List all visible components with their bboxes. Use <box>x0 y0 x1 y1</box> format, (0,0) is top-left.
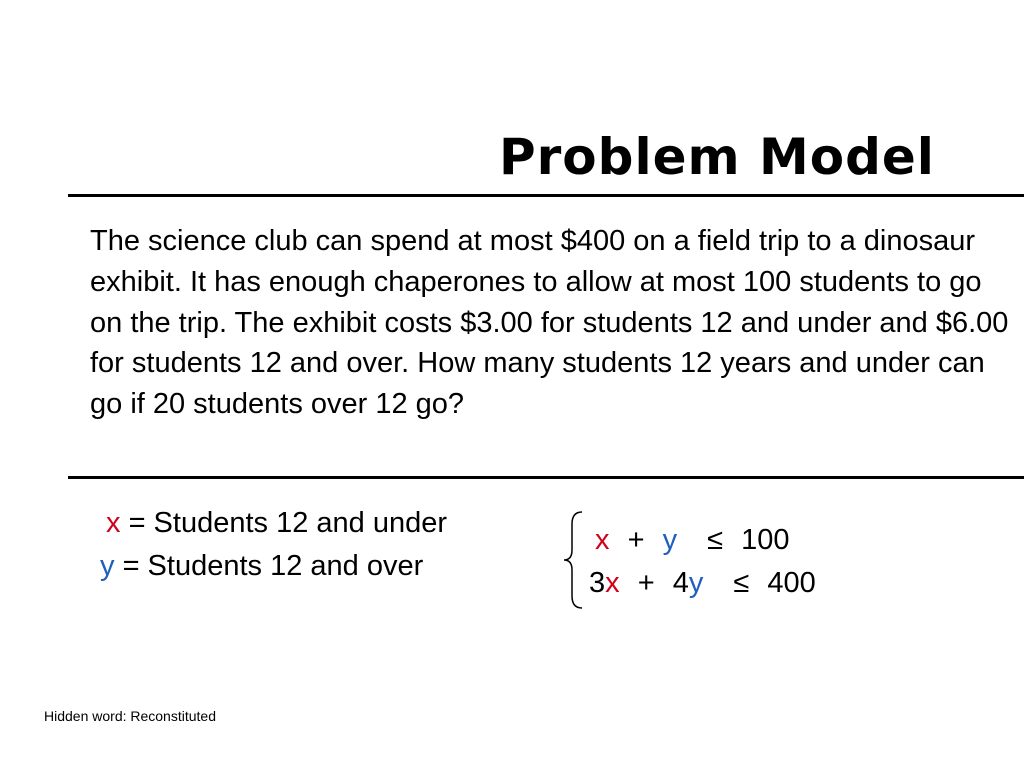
system-brace <box>562 510 588 610</box>
eq1-relation: ≤ <box>707 524 724 556</box>
footer-note: Hidden word: Reconstituted <box>44 708 216 724</box>
definition-x-text: = Students 12 and under <box>128 507 448 539</box>
eq2-y: y <box>688 567 704 599</box>
eq1-x: x <box>595 524 610 556</box>
eq2-coef-x: 3 <box>589 567 606 599</box>
eq2-relation: ≤ <box>733 567 750 599</box>
slide-title: Problem Model <box>499 128 935 186</box>
variable-x: x <box>106 507 121 539</box>
eq2-coef-y: 4 <box>672 567 689 599</box>
eq2-plus: + <box>637 567 655 599</box>
definition-x <box>106 503 447 543</box>
bottom-divider <box>68 476 1024 479</box>
top-divider <box>68 194 1024 197</box>
eq2-rhs: 400 <box>767 567 816 599</box>
definition-y <box>100 546 423 586</box>
eq1-rhs: 100 <box>741 524 790 556</box>
problem-statement: The science club can spend at most $400 on a field trip to a dinosaur exhibit. It has enough chaperones to allow at most 100 students to go on the trip. The exhibit costs $3.00 for students 12 and under and $6.00 for students 12 and over. How many students 12 years and under can go if 20 students over 12 go? <box>90 225 1009 421</box>
eq1-plus: + <box>627 524 645 556</box>
inequality-1 <box>595 520 790 560</box>
definition-y-text: = Students 12 and over <box>122 550 424 582</box>
inequality-2 <box>589 563 816 603</box>
eq1-y: y <box>662 524 678 556</box>
eq2-x: x <box>605 567 620 599</box>
variable-y: y <box>100 550 115 582</box>
